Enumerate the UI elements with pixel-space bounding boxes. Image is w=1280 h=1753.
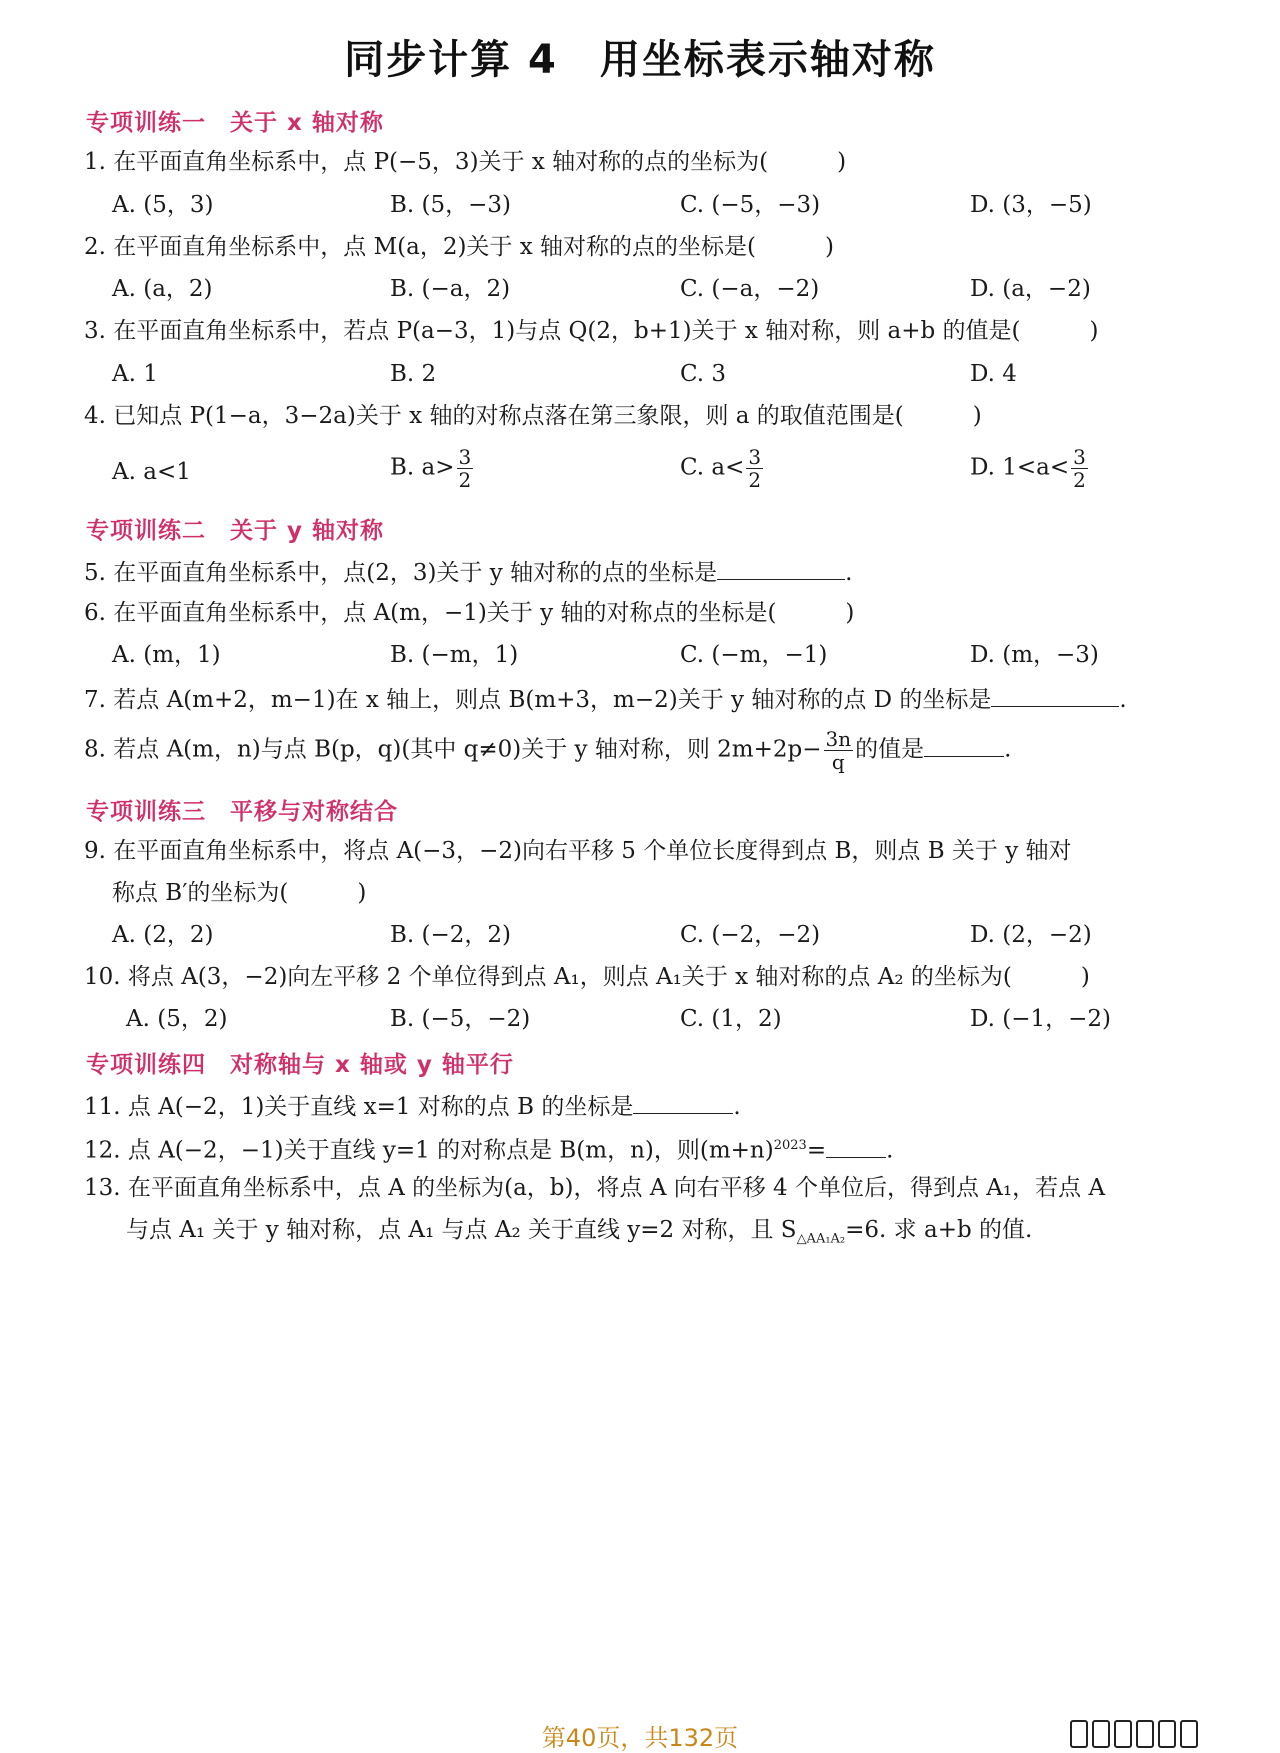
question-number: 8. xyxy=(84,736,106,763)
question-text: 若点 A(m，n)与点 B(p，q)(其中 q≠0)关于 y 轴对称，则 2m+2p− xyxy=(113,736,822,763)
q6-option-b: B. (−m，1) xyxy=(390,642,519,668)
question-11 xyxy=(84,1087,1240,1124)
period: . xyxy=(886,1137,894,1164)
question-number: 1. xyxy=(84,149,106,175)
fraction xyxy=(824,728,854,773)
question-12 xyxy=(84,1129,1240,1168)
question-5 xyxy=(84,553,1240,590)
question-text: 在平面直角坐标系中，将点 A(−3，−2)向右平移 5 个单位长度得到点 B，则点 B 关于 y 轴对 xyxy=(113,838,1072,864)
q2-option-c: C. (−a，−2) xyxy=(680,276,820,302)
fraction xyxy=(1071,446,1088,491)
option-text: B. a> xyxy=(390,454,455,481)
q4-option-d xyxy=(970,446,1090,491)
fraction-denominator: 2 xyxy=(458,468,472,492)
question-13 xyxy=(84,1171,1240,1205)
q9-option-c: C. (−2，−2) xyxy=(680,922,821,948)
question-3 xyxy=(84,314,1240,348)
q3-option-a: A. 1 xyxy=(112,361,158,387)
fraction-numerator: 3 xyxy=(458,445,472,469)
fraction-numerator: 3n xyxy=(825,727,852,751)
question-text: 已知点 P(1−a，3−2a)关于 x 轴的对称点落在第三象限，则 a 的取值范围是( ) xyxy=(113,403,982,429)
page-indicator: 第40页，共132页 xyxy=(541,1724,739,1752)
question-number: 4. xyxy=(84,403,106,429)
fraction xyxy=(457,446,474,491)
q10-option-b: B. (−5，−2) xyxy=(390,1006,531,1032)
q4-option-c xyxy=(680,446,765,491)
question-7 xyxy=(84,680,1240,717)
answer-blank[interactable] xyxy=(991,680,1119,707)
q9-option-d: D. (2，−2) xyxy=(970,922,1092,948)
question-text: 点 A(−2，−1)关于直线 y=1 的对称点是 B(m，n)，则(m+n) xyxy=(127,1137,774,1164)
q9-option-b: B. (−2，2) xyxy=(390,922,512,948)
question-text: 在平面直角坐标系中，点 P(−5，3)关于 x 轴对称的点的坐标为( ) xyxy=(113,149,847,175)
question-text: 在平面直角坐标系中，点 A(m，−1)关于 y 轴的对称点的坐标是( ) xyxy=(113,600,855,626)
q1-option-c: C. (−5，−3) xyxy=(680,192,821,218)
question-number: 7. xyxy=(84,687,106,713)
question-text: 与点 A₁ 关于 y 轴对称，点 A₁ 与点 A₂ 关于直线 y=2 对称，且 S xyxy=(126,1217,797,1243)
q6-option-c: C. (−m，−1) xyxy=(680,642,828,668)
q9-option-a: A. (2，2) xyxy=(112,922,214,948)
question-13-line-2 xyxy=(126,1213,1032,1257)
question-9-line-2: 称点 B′的坐标为( ) xyxy=(112,880,367,906)
fraction-denominator: 2 xyxy=(1073,468,1086,492)
exponent: 2023 xyxy=(773,1138,807,1153)
q1-option-a: A. (5，3) xyxy=(112,192,214,218)
question-4 xyxy=(84,399,1240,433)
question-text-tail: 的值是 xyxy=(855,736,925,763)
question-number: 12. xyxy=(84,1137,121,1164)
question-text: 在平面直角坐标系中，若点 P(a−3，1)与点 Q(2，b+1)关于 x 轴对称，则 a+b 的值是( ) xyxy=(113,318,1099,344)
answer-blank[interactable] xyxy=(924,730,1004,757)
question-text: 在平面直角坐标系中，点(2，3)关于 y 轴对称的点的坐标是 xyxy=(113,560,718,586)
question-9 xyxy=(84,834,1240,868)
section-heading-1: 专项训练一 关于 x 轴对称 xyxy=(86,110,384,136)
question-6 xyxy=(84,596,1240,630)
q6-option-d: D. (m，−3) xyxy=(970,642,1099,668)
q2-option-d: D. (a，−2) xyxy=(970,276,1091,302)
question-2 xyxy=(84,230,1240,264)
q10-option-c: C. (1，2) xyxy=(680,1006,782,1032)
section-heading-2: 专项训练二 关于 y 轴对称 xyxy=(86,518,385,544)
period: . xyxy=(1004,736,1012,763)
q2-option-b: B. (−a，2) xyxy=(390,276,511,302)
question-number: 9. xyxy=(84,838,106,864)
option-text: D. 1<a< xyxy=(970,454,1070,481)
page-title: 同步计算 4 用坐标表示轴对称 xyxy=(344,37,936,83)
section-heading-3: 专项训练三 平移与对称结合 xyxy=(86,799,398,825)
question-text: 在平面直角坐标系中，点 A 的坐标为(a，b)，将点 A 向右平移 4 个单位后，得到点 A₁，若点 A xyxy=(127,1175,1106,1201)
watermark-logo xyxy=(1070,1720,1202,1748)
question-text-tail: =6. 求 a+b 的值. xyxy=(845,1217,1033,1243)
period: . xyxy=(845,560,853,586)
question-number: 10. xyxy=(84,964,121,990)
answer-blank[interactable] xyxy=(826,1131,886,1158)
q10-option-a: A. (5，2) xyxy=(126,1006,228,1032)
section-heading-4: 专项训练四 对称轴与 x 轴或 y 轴平行 xyxy=(86,1052,514,1078)
question-number: 13. xyxy=(84,1175,121,1201)
question-text: 若点 A(m+2，m−1)在 x 轴上，则点 B(m+3，m−2)关于 y 轴对称的点 D 的坐标是 xyxy=(113,687,992,713)
q1-option-d: D. (3，−5) xyxy=(970,192,1092,218)
fraction xyxy=(746,446,763,491)
question-number: 11. xyxy=(84,1094,121,1120)
fraction-numerator: 3 xyxy=(748,445,762,469)
q3-option-b: B. 2 xyxy=(390,361,437,387)
question-number: 3. xyxy=(84,318,106,344)
period: . xyxy=(733,1094,741,1120)
q4-option-b xyxy=(390,446,475,491)
question-number: 5. xyxy=(84,560,106,586)
q10-option-d: D. (−1，−2) xyxy=(970,1006,1111,1032)
question-text: 点 A(−2，1)关于直线 x=1 对称的点 B 的坐标是 xyxy=(127,1094,634,1120)
equals-sign: = xyxy=(806,1137,827,1164)
q3-option-d: D. 4 xyxy=(970,361,1017,387)
area-subscript: △AA₁A₂ xyxy=(796,1231,846,1247)
question-1 xyxy=(84,145,1240,179)
question-number: 2. xyxy=(84,234,106,260)
answer-blank[interactable] xyxy=(717,553,845,580)
q4-option-a: A. a<1 xyxy=(112,459,191,485)
question-10 xyxy=(84,960,1240,994)
q6-option-a: A. (m，1) xyxy=(112,642,221,668)
question-number: 6. xyxy=(84,600,106,626)
period: . xyxy=(1119,687,1127,713)
q1-option-b: B. (5，−3) xyxy=(390,192,512,218)
question-text: 将点 A(3，−2)向左平移 2 个单位得到点 A₁，则点 A₁关于 x 轴对称的点 A₂ 的坐标为( ) xyxy=(127,964,1090,990)
q2-option-a: A. (a，2) xyxy=(112,276,213,302)
answer-blank[interactable] xyxy=(633,1087,733,1114)
q3-option-c: C. 3 xyxy=(680,361,727,387)
fraction-numerator: 3 xyxy=(1073,445,1086,469)
question-8 xyxy=(84,728,1240,773)
question-text: 在平面直角坐标系中，点 M(a，2)关于 x 轴对称的点的坐标是( ) xyxy=(113,234,834,260)
option-text: C. a< xyxy=(680,454,745,481)
fraction-denominator: q xyxy=(831,750,845,774)
fraction-denominator: 2 xyxy=(748,468,762,492)
